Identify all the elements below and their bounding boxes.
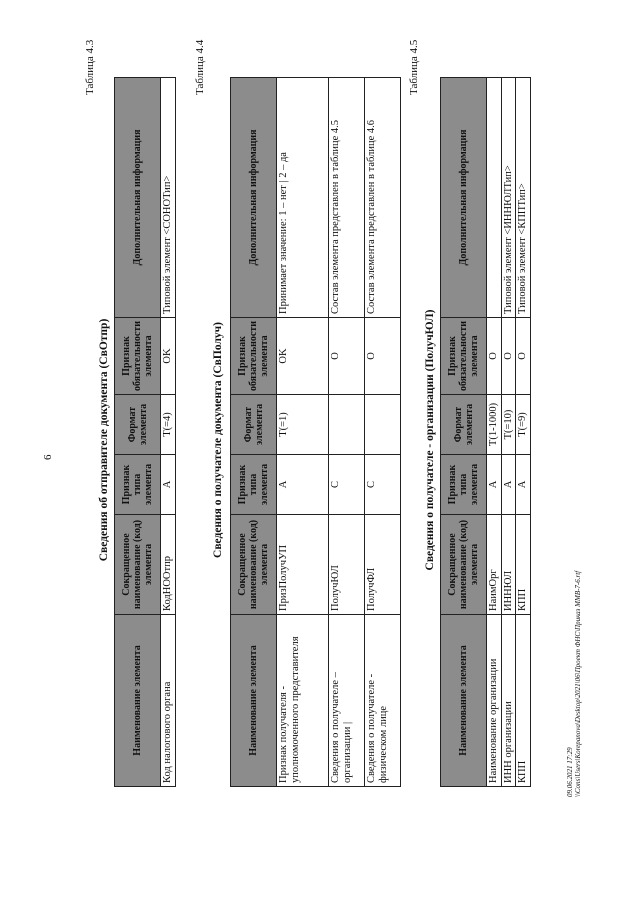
- header-code: Сокращенное наименование (код) элемента: [115, 515, 161, 615]
- table-4-3-title: Сведения об отправителе документа (СвОтпр): [98, 318, 110, 562]
- cell-info: Принимает значение: 1 – нет | 2 – да: [277, 78, 329, 318]
- cell-format: T(1-1000): [487, 395, 502, 455]
- cell-code: КодНОOтпр: [161, 515, 176, 615]
- header-required: Признак обязательности элемента: [115, 317, 161, 394]
- cell-required: O: [365, 317, 401, 394]
- table-4-5-label: Таблица 4.5: [408, 39, 420, 95]
- cell-name: Сведения о получателе – организации |: [329, 615, 365, 787]
- cell-format: T(=9): [516, 395, 531, 455]
- cell-info: Типовой элемент <СОНОТип>: [161, 78, 176, 318]
- cell-required: O: [487, 317, 502, 394]
- header-format: Формат элемента: [441, 395, 487, 455]
- cell-name: ИНН организации: [501, 615, 516, 787]
- cell-type: C: [329, 455, 365, 515]
- cell-code: ПолучФЛ: [365, 515, 401, 615]
- cell-code: ПолучЮЛ: [329, 515, 365, 615]
- cell-code: КПП: [516, 515, 531, 615]
- table-row: [365, 78, 401, 787]
- header-type: Признак типа элемента: [441, 455, 487, 515]
- cell-format: [329, 395, 365, 455]
- table-row: [501, 78, 516, 787]
- cell-format: T(=4): [161, 395, 176, 455]
- cell-name: Признак получателя - уполномоченного представителя: [277, 615, 329, 787]
- header-type: Признак типа элемента: [115, 455, 161, 515]
- header-name: Наименование элемента: [231, 615, 277, 787]
- table-row: [487, 78, 502, 787]
- cell-code: ИННЮЛ: [501, 515, 516, 615]
- table-row: [329, 78, 365, 787]
- cell-name: Сведения о получателе - физическом лице: [365, 615, 401, 787]
- cell-format: [365, 395, 401, 455]
- header-required: Признак обязательности элемента: [441, 317, 487, 394]
- footer-path: \\Cons\Users\Korepanova\Desktop\2021\06\Проект ФНС\Приказ ММВ-7-6.rtf: [574, 570, 583, 797]
- cell-type: A: [501, 455, 516, 515]
- header-name: Наименование элемента: [115, 615, 161, 787]
- cell-info: Состав элемента представлен в таблице 4.6: [365, 78, 401, 318]
- cell-info: Состав элемента представлен в таблице 4.5: [329, 78, 365, 318]
- table-4-4-label: Таблица 4.4: [194, 39, 206, 95]
- cell-type: A: [277, 455, 329, 515]
- table-4-4-title: Сведения о получателе документа (СвПолуч): [212, 322, 224, 558]
- header-type: Признак типа элемента: [231, 455, 277, 515]
- cell-info: [487, 78, 502, 318]
- table-4-5: [440, 77, 531, 787]
- header-format: Формат элемента: [115, 395, 161, 455]
- cell-info: Типовой элемент <ИННЮЛТип>: [501, 78, 516, 318]
- cell-type: C: [365, 455, 401, 515]
- cell-type: A: [161, 455, 176, 515]
- cell-required: O: [501, 317, 516, 394]
- header-code: Сокращенное наименование (код) элемента: [231, 515, 277, 615]
- table-row: [516, 78, 531, 787]
- header-required: Признак обязательности элемента: [231, 317, 277, 394]
- cell-code: НаимОрг: [487, 515, 502, 615]
- cell-type: A: [516, 455, 531, 515]
- table-4-3: [114, 77, 176, 787]
- footer-date: 09.06.2021 17:29: [566, 747, 574, 797]
- header-info: Дополнительная информация: [231, 78, 277, 318]
- header-code: Сокращенное наименование (код) элемента: [441, 515, 487, 615]
- cell-type: A: [487, 455, 502, 515]
- cell-name: Код налогового органа: [161, 615, 176, 787]
- header-format: Формат элемента: [231, 395, 277, 455]
- cell-required: O: [516, 317, 531, 394]
- footer: [566, 571, 583, 797]
- cell-format: T(=10): [501, 395, 516, 455]
- page-number: 6: [42, 454, 54, 460]
- header-info: Дополнительная информация: [115, 78, 161, 318]
- table-4-5-title: Сведения о получателе - организации (ПолучЮЛ): [424, 309, 436, 571]
- cell-format: T(=1): [277, 395, 329, 455]
- cell-required: O: [329, 317, 365, 394]
- cell-required: OK: [161, 317, 176, 394]
- cell-code: ПризПолучУП: [277, 515, 329, 615]
- cell-info: Типовой элемент <КППТип>: [516, 78, 531, 318]
- cell-required: OK: [277, 317, 329, 394]
- header-info: Дополнительная информация: [441, 78, 487, 318]
- table-row: [161, 78, 176, 787]
- cell-name: КПП: [516, 615, 531, 787]
- header-name: Наименование элемента: [441, 615, 487, 787]
- table-4-3-label: Таблица 4.3: [84, 39, 96, 95]
- table-4-4: [230, 77, 401, 787]
- table-row: [277, 78, 329, 787]
- cell-name: Наименование организации: [487, 615, 502, 787]
